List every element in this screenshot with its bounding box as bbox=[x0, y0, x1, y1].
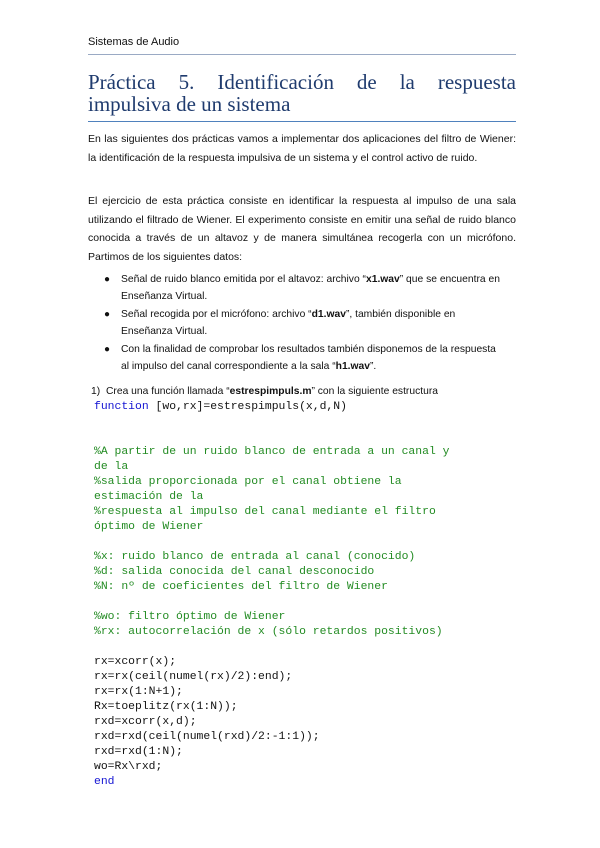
code-comment: %A partir de un ruido blanco de entrada a un canal y bbox=[94, 446, 450, 458]
code-statement: rxd=rxd(1:N); bbox=[94, 746, 183, 758]
list-item: ● Señal recogida por el micrófono: archivo “d1.wav”, también disponible en Enseñanza Virtual. bbox=[104, 309, 456, 337]
function-keyword: function bbox=[94, 401, 149, 413]
code-comment: %respuesta al impulso del canal mediante el filtro bbox=[94, 506, 436, 518]
end-keyword: end bbox=[94, 776, 115, 788]
code-comment: %salida proporcionada por el canal obtiene la bbox=[94, 476, 402, 488]
code-comment: %rx: autocorrelación de x (sólo retardos positivos) bbox=[94, 626, 443, 638]
intro-paragraph-2: El ejercicio de esta práctica consiste en identificar la respuesta al impulso de una sala utilizando el filtrado de Wiener. El experimento consiste en emitir una señal de ruido blanco conocida a través de un altavoz y de manera simultánea recogerla con un micrófono. Partimos de los siguientes datos: bbox=[88, 195, 516, 263]
code-block bbox=[94, 400, 514, 790]
code-comment: %x: ruido blanco de entrada al canal (conocido) bbox=[94, 551, 416, 563]
function-signature: [wo,rx]=estrespimpuls(x,d,N) bbox=[148, 401, 347, 413]
code-comment: %d: salida conocida del canal desconocido bbox=[94, 566, 375, 578]
page-title bbox=[88, 71, 516, 115]
data-bullet-list bbox=[104, 272, 504, 377]
intro-paragraph-1: En las siguientes dos prácticas vamos a implementar dos aplicaciones del filtro de Wiener: la identificación de la respuesta impulsiva de un sistema y el control activo de ruido. bbox=[88, 133, 516, 164]
step-1-instruction: 1) Crea una función llamada “estrespimpuls.m” con la siguiente estructura bbox=[91, 386, 438, 397]
code-comment: de la bbox=[94, 461, 129, 473]
file-name: x1.wav bbox=[365, 274, 400, 285]
code-comment: %N: nº de coeficientes del filtro de Wiener bbox=[94, 581, 388, 593]
code-statement: rx=rx(ceil(numel(rx)/2):end); bbox=[94, 671, 293, 683]
bullet-icon: ● bbox=[104, 344, 111, 355]
code-statement: rx=xcorr(x); bbox=[94, 656, 177, 668]
step-number: 1) bbox=[91, 386, 101, 397]
code-comment: %wo: filtro óptimo de Wiener bbox=[94, 611, 286, 623]
code-statement: Rx=toeplitz(rx(1:N)); bbox=[94, 701, 238, 713]
title-line-1: Práctica 5. Identificación de la respuesta bbox=[88, 70, 516, 94]
function-file-name: estrespimpuls.m bbox=[229, 386, 312, 397]
code-statement: rxd=rxd(ceil(numel(rxd)/2:-1:1)); bbox=[94, 731, 320, 743]
code-comment: estimación de la bbox=[94, 491, 204, 503]
header-divider bbox=[88, 54, 516, 55]
title-line-2: impulsiva de un sistema bbox=[88, 92, 291, 116]
code-statement: rx=rx(1:N+1); bbox=[94, 686, 183, 698]
bullet-icon: ● bbox=[104, 309, 111, 320]
title-divider bbox=[88, 121, 516, 122]
code-statement: wo=Rx\rxd; bbox=[94, 761, 163, 773]
list-item: ● Con la finalidad de comprobar los resultados también disponemos de la respuesta al impulso del canal correspondiente a la sala “h1.wav”. bbox=[104, 344, 496, 372]
running-header: Sistemas de Audio bbox=[88, 36, 180, 48]
file-name: d1.wav bbox=[311, 309, 346, 320]
file-name: h1.wav bbox=[335, 360, 370, 372]
code-statement: rxd=xcorr(x,d); bbox=[94, 716, 197, 728]
bullet-icon: ● bbox=[104, 274, 111, 285]
list-item: ● Señal de ruido blanco emitida por el altavoz: archivo “x1.wav” que se encuentra en Enseñanza Virtual. bbox=[104, 274, 500, 302]
code-comment: óptimo de Wiener bbox=[94, 521, 204, 533]
